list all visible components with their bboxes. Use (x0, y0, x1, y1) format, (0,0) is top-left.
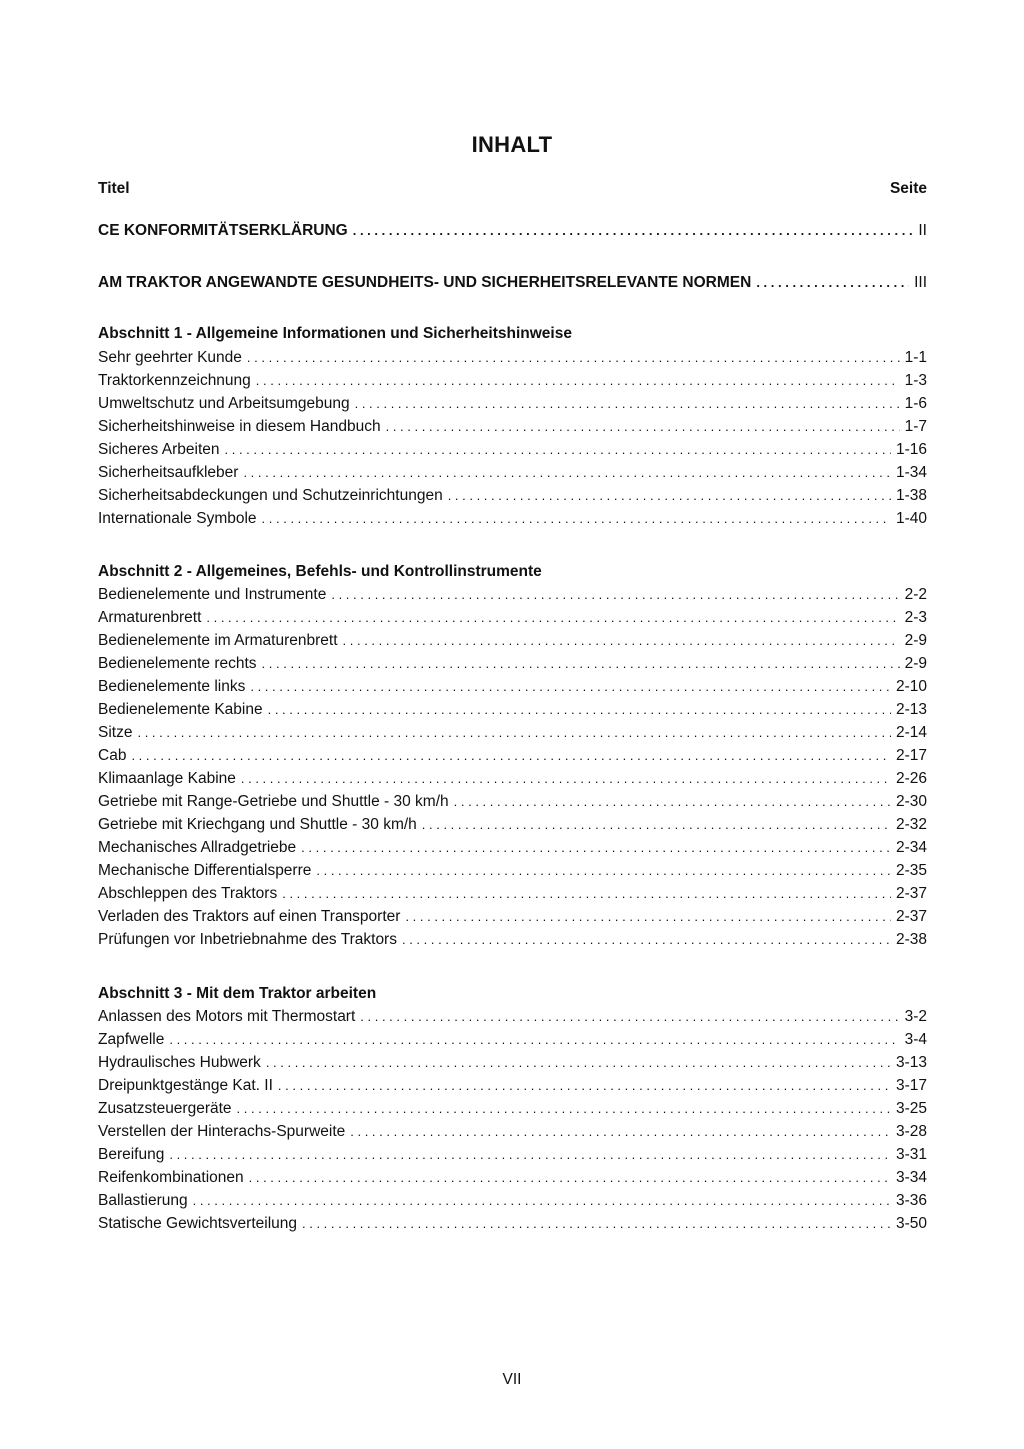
toc-entry-page: 2-32 (895, 816, 927, 833)
leader-dots (302, 1212, 891, 1235)
toc-entry[interactable] (98, 583, 927, 606)
toc-entry[interactable] (98, 392, 927, 415)
leader-dots (278, 1074, 891, 1097)
toc-entry-page: 2-9 (904, 632, 927, 649)
toc-entry-label: Bereifung (98, 1146, 165, 1163)
toc-entry-normen[interactable] (98, 271, 927, 294)
leader-dots (262, 507, 891, 530)
toc-entry-label: Klimaanlage Kabine (98, 770, 236, 787)
toc-entry-label: Zusatzsteuergeräte (98, 1100, 232, 1117)
toc-entry[interactable] (98, 1005, 927, 1028)
leader-dots (131, 744, 891, 767)
toc-entry[interactable] (98, 1051, 927, 1074)
toc-entry[interactable] (98, 767, 927, 790)
toc-entry-page: 2-30 (895, 793, 927, 810)
toc-entry[interactable] (98, 882, 927, 905)
toc-entry[interactable] (98, 369, 927, 392)
toc-entry[interactable] (98, 790, 927, 813)
toc-entry[interactable] (98, 1143, 927, 1166)
toc-entry[interactable] (98, 1074, 927, 1097)
toc-entry-page: 3-13 (895, 1054, 927, 1071)
toc-entry[interactable] (98, 652, 927, 675)
toc-entry-label: Bedienelemente links (98, 678, 246, 695)
toc-entry-page: 2-9 (904, 655, 927, 672)
toc-entry-label: Traktorkennzeichnung (98, 372, 251, 389)
leader-dots (405, 905, 891, 928)
toc-entry-label: Bedienelemente rechts (98, 655, 257, 672)
toc-entry-page: 2-14 (895, 724, 927, 741)
toc-entry-page: 2-26 (895, 770, 927, 787)
leader-dots (193, 1189, 891, 1212)
toc-entry[interactable] (98, 1166, 927, 1189)
toc-entry-label: Sicherheitshinweise in diesem Handbuch (98, 418, 381, 435)
toc-entry-page: 3-4 (904, 1031, 927, 1048)
leader-dots (454, 790, 891, 813)
toc-entry-page: 3-2 (904, 1008, 927, 1025)
leader-dots (448, 484, 891, 507)
leader-dots (169, 1143, 891, 1166)
leader-dots (301, 836, 891, 859)
toc-entry-label: Verladen des Traktors auf einen Transporter (98, 908, 401, 925)
toc-entry[interactable] (98, 1028, 927, 1051)
toc-entry-page: 3-28 (895, 1123, 927, 1140)
toc-entry-label: Umweltschutz und Arbeitsumgebung (98, 395, 350, 412)
leader-dots (206, 606, 899, 629)
column-header-page: Seite (889, 180, 927, 197)
toc-entry[interactable] (98, 859, 927, 882)
leader-dots (241, 767, 891, 790)
toc-entry-label: Abschleppen des Traktors (98, 885, 278, 902)
toc-entry-label: Dreipunktgestänge Kat. II (98, 1077, 273, 1094)
toc-entry[interactable] (98, 836, 927, 859)
leader-dots (243, 461, 891, 484)
leader-dots (250, 675, 891, 698)
toc-entry[interactable] (98, 629, 927, 652)
toc-entry-label: Sicheres Arbeiten (98, 441, 220, 458)
toc-entry-ce[interactable] (98, 219, 927, 242)
toc-entry-page: 1-6 (904, 395, 927, 412)
leader-dots (262, 652, 900, 675)
toc-entry-label: CE KONFORMITÄTSERKLÄRUNG (98, 222, 348, 239)
toc-entry[interactable] (98, 606, 927, 629)
toc-entry-page: 1-1 (904, 349, 927, 366)
leader-dots (355, 392, 900, 415)
leader-dots (249, 1166, 891, 1189)
toc-entry[interactable] (98, 461, 927, 484)
toc-entry-label: Anlassen des Motors mit Thermostart (98, 1008, 356, 1025)
toc-entry-label: Mechanisches Allradgetriebe (98, 839, 297, 856)
toc-entry-page: 3-36 (895, 1192, 927, 1209)
toc-entry[interactable] (98, 346, 927, 369)
leader-dots (266, 1051, 891, 1074)
leader-dots (422, 813, 891, 836)
toc-entry-label: AM TRAKTOR ANGEWANDTE GESUNDHEITS- UND SICHERHEITSRELEVANTE NORMEN (98, 274, 752, 291)
toc-entry-page: 1-16 (895, 441, 927, 458)
toc-entry[interactable] (98, 675, 927, 698)
page-number: VII (502, 1371, 522, 1388)
toc-entry-page: 1-34 (895, 464, 927, 481)
toc-entry-label: Ballastierung (98, 1192, 188, 1209)
toc-entry-page: 3-17 (895, 1077, 927, 1094)
toc-entry[interactable] (98, 415, 927, 438)
toc-entry-label: Sehr geehrter Kunde (98, 349, 242, 366)
toc-entry-page: 2-10 (895, 678, 927, 695)
leader-dots (386, 415, 900, 438)
toc-entry-label: Sitze (98, 724, 133, 741)
toc-entry-page: 3-31 (895, 1146, 927, 1163)
leader-dots (137, 721, 891, 744)
leader-dots (268, 698, 891, 721)
toc-entry-label: Bedienelemente im Armaturenbrett (98, 632, 338, 649)
page-title: INHALT (471, 132, 553, 157)
toc-entry[interactable] (98, 507, 927, 530)
toc-entry-page: 2-35 (895, 862, 927, 879)
leader-dots (256, 369, 900, 392)
toc-entry[interactable] (98, 721, 927, 744)
toc-entry[interactable] (98, 1212, 927, 1235)
toc-entry[interactable] (98, 484, 927, 507)
toc-entry[interactable] (98, 698, 927, 721)
section-heading: Abschnitt 1 - Allgemeine Informationen und Sicherheitshinweise (98, 325, 572, 342)
toc-entry-label: Internationale Symbole (98, 510, 257, 527)
toc-entry-page: 3-50 (895, 1215, 927, 1232)
toc-entry[interactable] (98, 438, 927, 461)
toc-entry[interactable] (98, 1189, 927, 1212)
toc-entry-label: Reifenkombinationen (98, 1169, 244, 1186)
toc-entry-page: 2-38 (895, 931, 927, 948)
leader-dots (247, 346, 900, 369)
leader-dots (237, 1097, 891, 1120)
toc-entry[interactable] (98, 813, 927, 836)
toc-entry-label: Bedienelemente und Instrumente (98, 586, 327, 603)
toc-entry-page: II (918, 222, 927, 239)
toc-entry-label: Prüfungen vor Inbetriebnahme des Traktors (98, 931, 397, 948)
toc-entry-page: 2-3 (904, 609, 927, 626)
toc-entry[interactable] (98, 1097, 927, 1120)
toc-entry-label: Zapfwelle (98, 1031, 165, 1048)
toc-entry-label: Sicherheitsaufkleber (98, 464, 239, 481)
leader-dots (331, 583, 899, 606)
toc-entry-label: Statische Gewichtsverteilung (98, 1215, 298, 1232)
leader-dots (360, 1005, 899, 1028)
toc-entry-label: Mechanische Differentialsperre (98, 862, 312, 879)
toc-entry-label: Sicherheitsabdeckungen und Schutzeinrichtungen (98, 487, 443, 504)
toc-entry-page: III (914, 274, 927, 291)
toc-entry-page: 2-13 (895, 701, 927, 718)
toc-entry-page: 1-7 (904, 418, 927, 435)
toc-entry-page: 3-25 (895, 1100, 927, 1117)
leader-dots (343, 629, 900, 652)
column-header-title: Titel (98, 180, 130, 197)
toc-entry-label: Cab (98, 747, 127, 764)
toc-entry-label: Verstellen der Hinterachs-Spurweite (98, 1123, 346, 1140)
leader-dots (756, 271, 909, 294)
toc-entry[interactable] (98, 905, 927, 928)
toc-entry-page: 2-37 (895, 908, 927, 925)
leader-dots (282, 882, 891, 905)
leader-dots (350, 1120, 891, 1143)
toc-entry[interactable] (98, 1120, 927, 1143)
leader-dots (402, 928, 891, 951)
toc-entry[interactable] (98, 744, 927, 767)
leader-dots (169, 1028, 899, 1051)
toc-entry-page: 3-34 (895, 1169, 927, 1186)
leader-dots (353, 219, 914, 242)
section-heading: Abschnitt 3 - Mit dem Traktor arbeiten (98, 985, 377, 1002)
toc-entry-page: 2-37 (895, 885, 927, 902)
toc-entry[interactable] (98, 928, 927, 951)
section-heading: Abschnitt 2 - Allgemeines, Befehls- und Kontrollinstrumente (98, 563, 542, 580)
leader-dots (225, 438, 891, 461)
toc-entry-page: 2-17 (895, 747, 927, 764)
toc-entry-page: 2-2 (904, 586, 927, 603)
toc-entry-label: Bedienelemente Kabine (98, 701, 263, 718)
toc-entry-page: 1-38 (895, 487, 927, 504)
toc-entry-label: Getriebe mit Range-Getriebe und Shuttle - 30 km/h (98, 793, 449, 810)
toc-entry-label: Getriebe mit Kriechgang und Shuttle - 30 km/h (98, 816, 417, 833)
leader-dots (316, 859, 891, 882)
toc-entry-label: Hydraulisches Hubwerk (98, 1054, 261, 1071)
toc-entry-label: Armaturenbrett (98, 609, 202, 626)
toc-entry-page: 1-40 (895, 510, 927, 527)
toc-entry-page: 1-3 (904, 372, 927, 389)
toc-entry-page: 2-34 (895, 839, 927, 856)
